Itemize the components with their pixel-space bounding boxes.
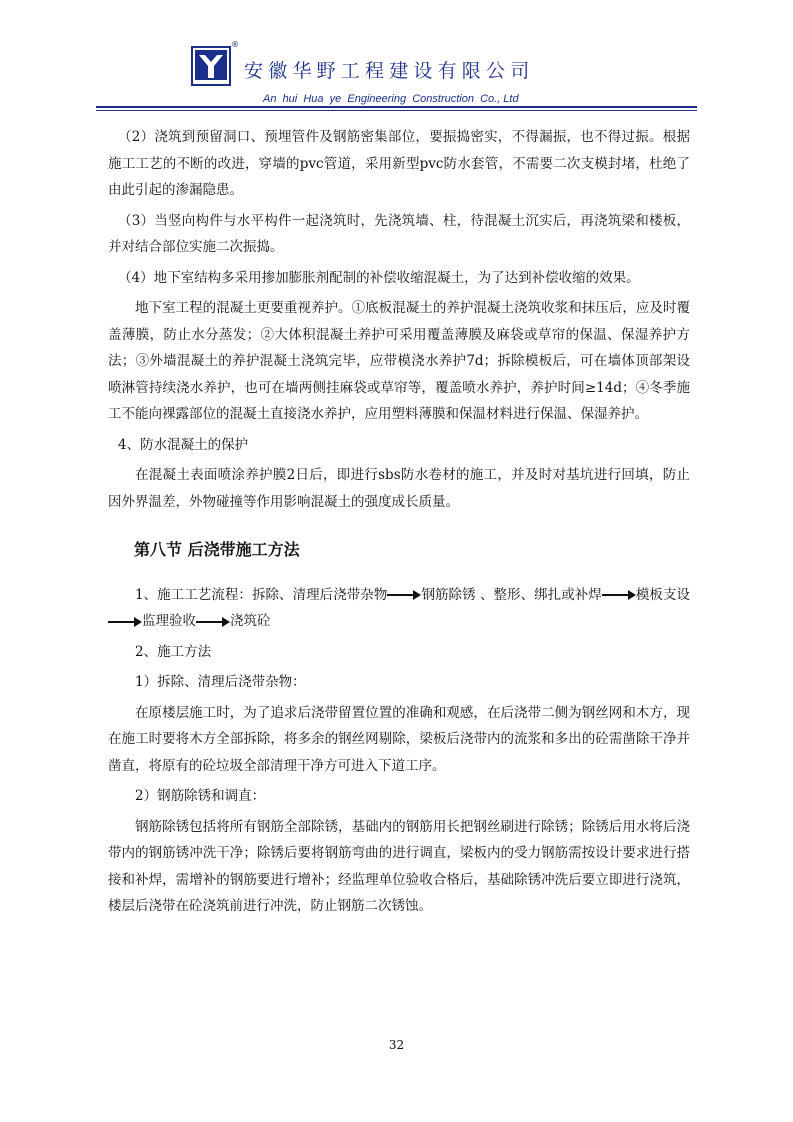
flow-step: 模板支设: [635, 586, 691, 603]
arrow-right-icon: [602, 590, 636, 600]
page-header: [0, 0, 793, 112]
subheading: 4、防水混凝土的保护: [118, 436, 249, 453]
company-name-en: An hui Hua ye Engineering Construction Co., Ltd: [263, 93, 519, 105]
flow-step: 钢筋除锈 、整形、绑扎或补焊: [421, 586, 602, 603]
subheading: 1）拆除、清理后浇带杂物：: [135, 674, 306, 690]
header-rule-thick: [96, 106, 697, 108]
arrow-right-icon: [196, 617, 230, 627]
registered-mark: ®: [231, 40, 239, 49]
document-body: [108, 124, 690, 920]
arrow-right-icon: [108, 617, 142, 627]
section-title: 第八节 后浇带施工方法: [134, 540, 300, 559]
flow-step: 监理验收: [142, 613, 196, 629]
page-number: 32: [388, 1038, 405, 1052]
subheading: 2、施工方法: [135, 643, 212, 660]
paragraph: 地下室工程的混凝土更要重视养护。①底板混凝土的养护混凝土浇筑收浆和抹压后，应及时覆盖薄膜，防止水分蒸发；②大体积混凝土养护可采用覆盖薄膜及麻袋或草帘的保温、保湿养护方法；③外墙混凝土的养护混凝土浇筑完毕，应带模浇水养护7d；拆除模板后，可在墙体顶部架设喷淋管持续浇水养护，也可在墙两侧挂麻袋或草帘等，覆盖喷水养护，养护时间≥14d；④冬季施工不能向裸露部位的混凝土直接浇水养护，应用塑料薄膜和保温材料进行保温、保湿养护。: [108, 300, 690, 422]
flow-step: 浇筑砼: [230, 613, 271, 629]
company-logo-icon: [191, 46, 231, 86]
process-flow: [108, 582, 690, 635]
arrow-right-icon: [387, 590, 421, 600]
flow-step: 1、施工工艺流程：拆除、清理后浇带杂物: [135, 586, 388, 603]
paragraph: 在混凝土表面喷涂养护膜2日后，即进行sbs防水卷材的施工，并及时对基坑进行回填，防止因外界温差，外物碰撞等作用影响混凝土的强度成长质量。: [108, 467, 690, 510]
paragraph: 钢筋除锈包括将所有钢筋全部除锈，基础内的钢筋用长把钢丝刷进行除锈；除锈后用水将后浇带内的钢筋锈冲洗干净；除锈后要将钢筋弯曲的进行调直，梁板内的受力钢筋需按设计要求进行搭接和补焊，需增补的钢筋要进行增补；经监理单位验收合格后，基础除锈冲洗后要立即进行浇筑，楼层后浇带在砼浇筑前进行冲洗，防止钢筋二次锈蚀。: [108, 818, 690, 914]
header-rule-thin: [96, 110, 697, 111]
paragraph: （4）地下室结构多采用掺加膨胀剂配制的补偿收缩混凝土，为了达到补偿收缩的效果。: [118, 269, 640, 286]
paragraph: （2）浇筑到预留洞口、预埋管件及钢筋密集部位，要振捣密实，不得漏振，也不得过振。根据施工工艺的不断的改进，穿墙的pvc管道，采用新型pvc防水套管，不需要二次支模封堵，杜绝了由此引起的渗漏隐患。: [108, 129, 690, 198]
company-name-cn: 安徽华野工程建设有限公司: [244, 60, 535, 82]
paragraph: （3）当竖向构件与水平构件一起浇筑时，先浇筑墙、柱，待混凝土沉实后，再浇筑梁和楼板，并对结合部位实施二次振捣。: [108, 212, 690, 255]
paragraph: 在原楼层施工时，为了追求后浇带留置位置的准确和观感，在后浇带二侧为钢丝网和木方，现在施工时要将木方全部拆除，将多余的钢丝网剔除，梁板后浇带内的流浆和多出的砼需凿除干净并凿直，将原有的砼垃圾全部清理干净方可进入下道工序。: [108, 704, 690, 774]
subheading: 2）钢筋除锈和调直：: [135, 788, 266, 804]
